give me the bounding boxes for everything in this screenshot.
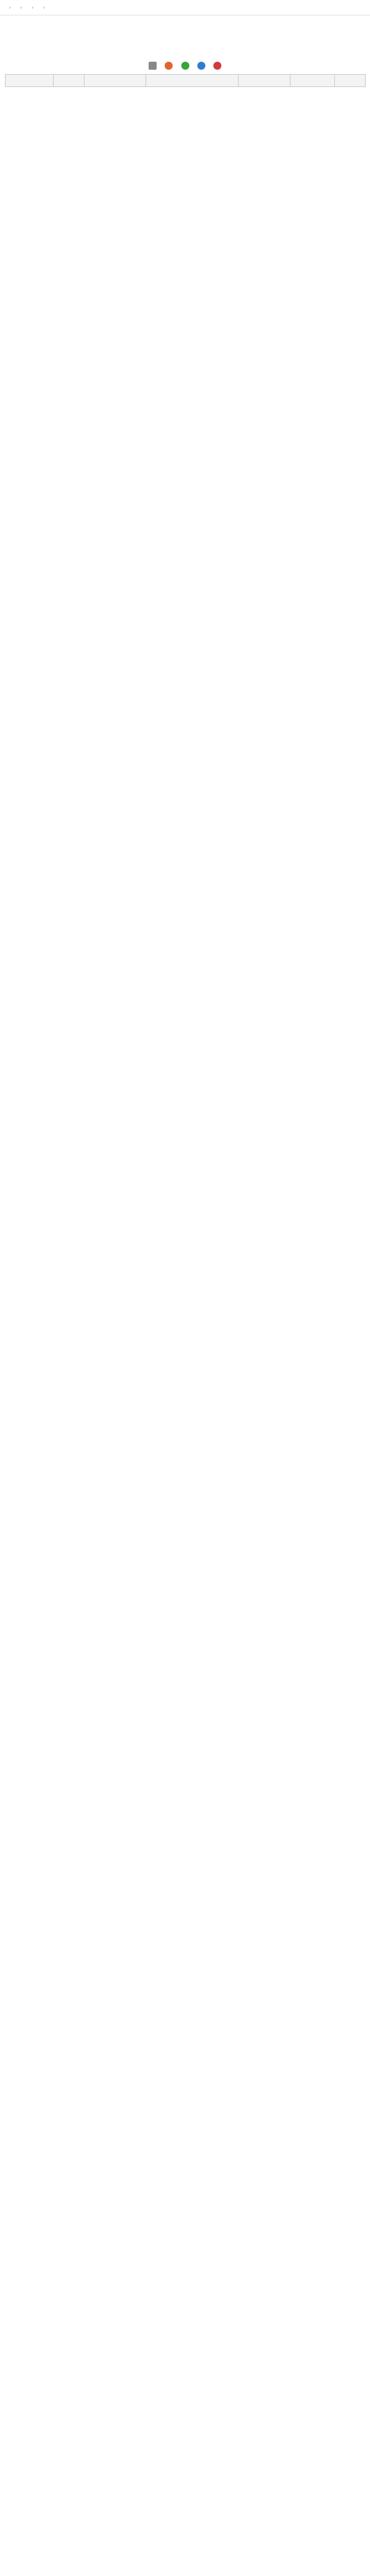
article-meta [0, 46, 370, 54]
page-title [0, 29, 370, 46]
column-header [146, 75, 239, 87]
column-header [335, 75, 366, 87]
approval-table [5, 74, 366, 2569]
column-header [290, 75, 335, 87]
breadcrumb [5, 4, 365, 12]
column-header [84, 75, 146, 87]
column-header [239, 75, 290, 87]
column-header [54, 75, 84, 87]
breadcrumb-link[interactable] [28, 5, 38, 11]
breadcrumb-current [39, 5, 49, 11]
share-toolbar [0, 59, 370, 68]
breadcrumb-link[interactable] [5, 5, 15, 11]
table-header-row [6, 75, 366, 87]
print-icon[interactable] [149, 62, 157, 70]
share-icon[interactable] [165, 62, 173, 70]
share-icon[interactable] [197, 62, 205, 70]
table-body [6, 87, 366, 2569]
share-icon[interactable] [213, 62, 221, 70]
breadcrumb-link[interactable] [16, 5, 26, 11]
column-header [6, 75, 54, 87]
share-icon[interactable] [181, 62, 189, 70]
